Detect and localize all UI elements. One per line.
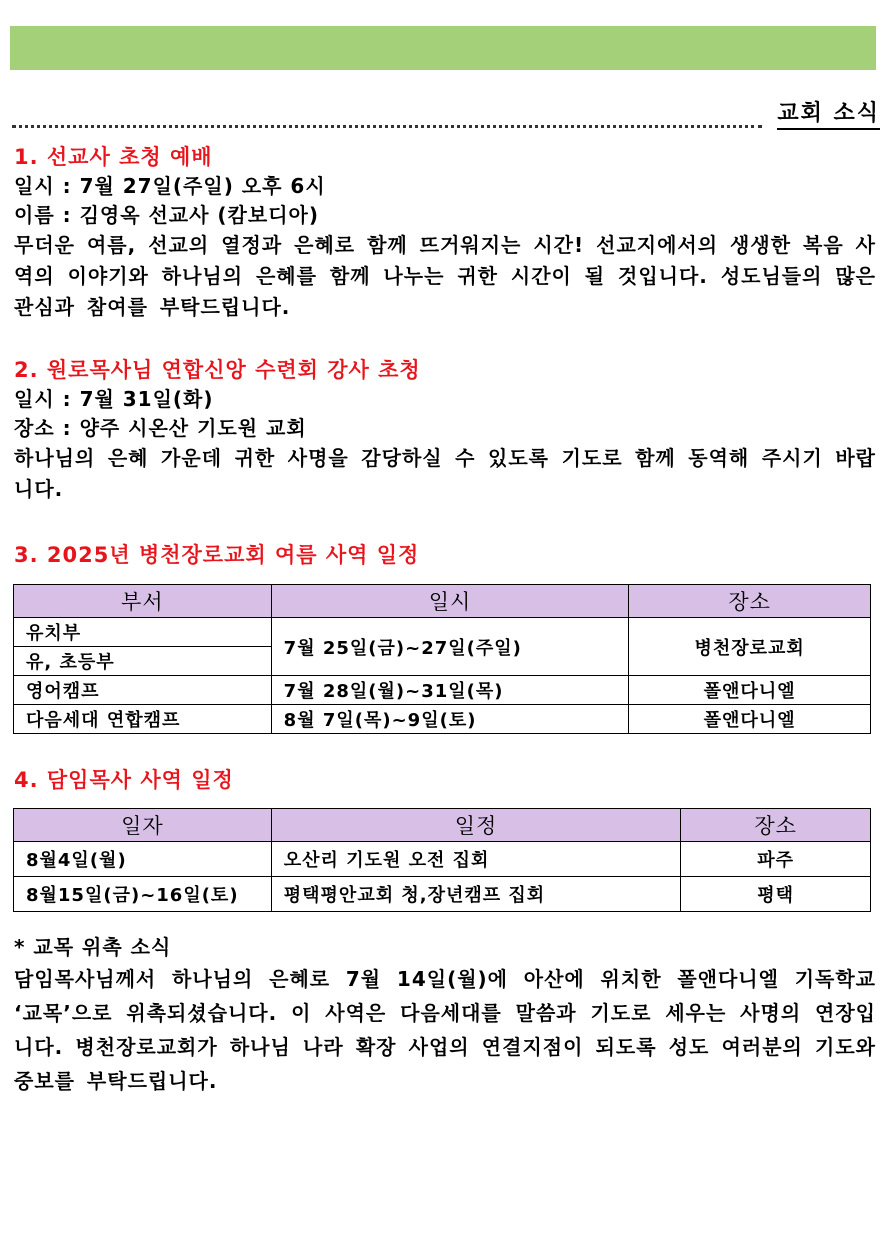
place-cell: 병천장로교회 <box>629 618 871 676</box>
column-header: 장소 <box>681 809 871 842</box>
section-missionary-service <box>14 142 876 323</box>
date-cell: 8월 7일(목)~9일(토) <box>271 705 629 734</box>
page-title: 교회 소식 <box>777 96 880 130</box>
table-row <box>14 842 871 877</box>
section-retreat-speaker <box>14 355 876 505</box>
notice-body: 담임목사님께서 하나님의 은혜로 7월 14일(월)에 아산에 위치한 폴앤다니엘 기독학교 ‘교목’으로 위촉되셨습니다. 이 사역은 다음세대를 말씀과 기도로 세우는 사명의 연장입니다. 병천장로교회가 하나님 나라 확장 사업의 연결지점이 되도록 성도 여러분의 기도와 중보를 부탁드립니다. <box>14 967 876 1093</box>
column-header: 일자 <box>14 809 272 842</box>
event-cell: 평택평안교회 청,장년캠프 집회 <box>271 877 680 912</box>
column-header: 일정 <box>271 809 680 842</box>
event-date: 일시 : 7월 27일(주일) 오후 6시 <box>14 174 326 198</box>
event-description: 하나님의 은혜 가운데 귀한 사명을 감당하실 수 있도록 기도로 함께 동역해 주시기 바랍니다. <box>14 446 876 501</box>
event-name: 이름 : 김영옥 선교사 (캄보디아) <box>14 203 319 227</box>
section-chaplain-notice <box>14 933 876 1098</box>
column-header: 일시 <box>271 585 629 618</box>
summer-schedule-table <box>13 584 871 734</box>
column-header: 부서 <box>14 585 272 618</box>
top-banner <box>10 26 876 70</box>
event-cell: 오산리 기도원 오전 집회 <box>271 842 680 877</box>
table-header-row <box>14 585 871 618</box>
notice-heading: * 교목 위촉 소식 <box>14 935 172 959</box>
dept-cell: 영어캠프 <box>14 676 272 705</box>
dotted-divider <box>12 125 762 128</box>
place-cell: 폴앤다니엘 <box>629 676 871 705</box>
table-row <box>14 676 871 705</box>
section-heading: 2. 원로목사님 연합신앙 수련회 강사 초청 <box>14 358 421 382</box>
page-header <box>12 96 880 132</box>
table-row <box>14 618 871 647</box>
event-date: 일시 : 7월 31일(화) <box>14 387 214 411</box>
section-heading: 1. 선교사 초청 예배 <box>14 145 213 169</box>
dept-cell: 유치부 <box>14 618 272 647</box>
section-summer-schedule <box>14 540 876 570</box>
date-cell: 7월 28일(월)~31일(목) <box>271 676 629 705</box>
table-header-row <box>14 809 871 842</box>
place-cell: 폴앤다니엘 <box>629 705 871 734</box>
date-cell: 8월15일(금)~16일(토) <box>14 877 272 912</box>
event-description: 무더운 여름, 선교의 열정과 은혜로 함께 뜨거워지는 시간! 선교지에서의 생생한 복음 사역의 이야기와 하나님의 은혜를 함께 나누는 귀한 시간이 될 것입니다. 성도님들의 많은 관심과 참여를 부탁드립니다. <box>14 233 876 319</box>
pastor-schedule-table <box>13 808 871 912</box>
dept-cell: 다음세대 연합캠프 <box>14 705 272 734</box>
event-place: 장소 : 양주 시온산 기도원 교회 <box>14 416 307 440</box>
date-cell: 7월 25일(금)~27일(주일) <box>271 618 629 676</box>
section-pastor-schedule <box>14 765 876 795</box>
place-cell: 평택 <box>681 877 871 912</box>
place-cell: 파주 <box>681 842 871 877</box>
date-cell: 8월4일(월) <box>14 842 272 877</box>
table-row <box>14 705 871 734</box>
section-heading: 4. 담임목사 사역 일정 <box>14 768 234 792</box>
table-row <box>14 877 871 912</box>
section-heading: 3. 2025년 병천장로교회 여름 사역 일정 <box>14 543 420 567</box>
dept-cell: 유, 초등부 <box>14 647 272 676</box>
column-header: 장소 <box>629 585 871 618</box>
